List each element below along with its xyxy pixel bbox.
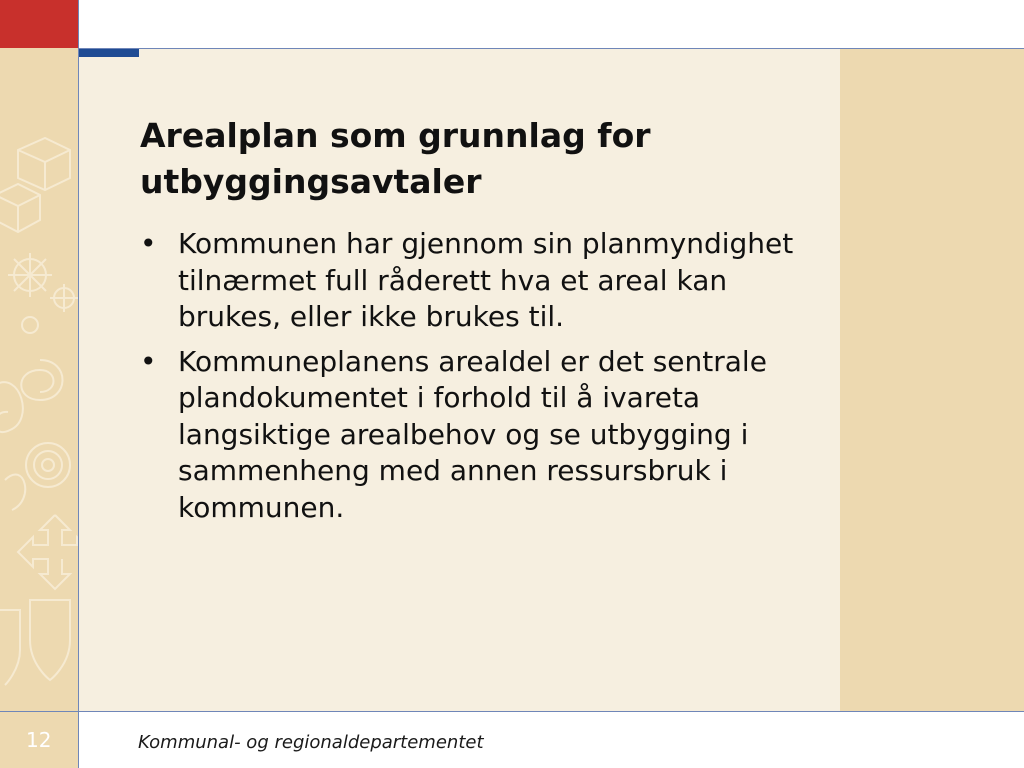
header-band xyxy=(79,0,1024,48)
spiral-ornament-icon xyxy=(0,360,70,510)
footer-organization: Kommunal- og regionaldepartementet xyxy=(138,732,484,753)
bullet-item xyxy=(140,226,800,336)
shield-ornament-icon xyxy=(0,600,70,685)
bullet-text: Kommunen har gjennom sin planmyndighet tilnærmet full råderett hva et areal kan brukes, eller ikke brukes til. xyxy=(178,227,794,333)
arrow-cross-ornament-icon xyxy=(18,515,78,589)
right-decorative-strip xyxy=(840,49,1024,711)
bullet-glyph: • xyxy=(140,227,157,260)
snowflake-ornament-icon xyxy=(8,253,78,333)
bullet-glyph: • xyxy=(140,344,157,378)
bullet-list xyxy=(140,226,800,534)
cube-ornament-icon xyxy=(0,138,70,232)
bullet-item xyxy=(140,344,800,527)
page-number: 12 xyxy=(26,728,52,752)
slide-title: Arealplan som grunnlag for utbyggingsavtaler xyxy=(140,116,651,201)
ornament-pattern xyxy=(0,120,78,700)
bullet-text: Kommuneplanens arealdel er det sentrale plandokumentet i forhold til å ivareta langsiktige arealbehov og se utbygging i sammenheng med annen ressursbruk i kommunen. xyxy=(178,344,767,524)
red-corner-block xyxy=(0,0,78,48)
blue-accent-bar xyxy=(79,49,139,57)
